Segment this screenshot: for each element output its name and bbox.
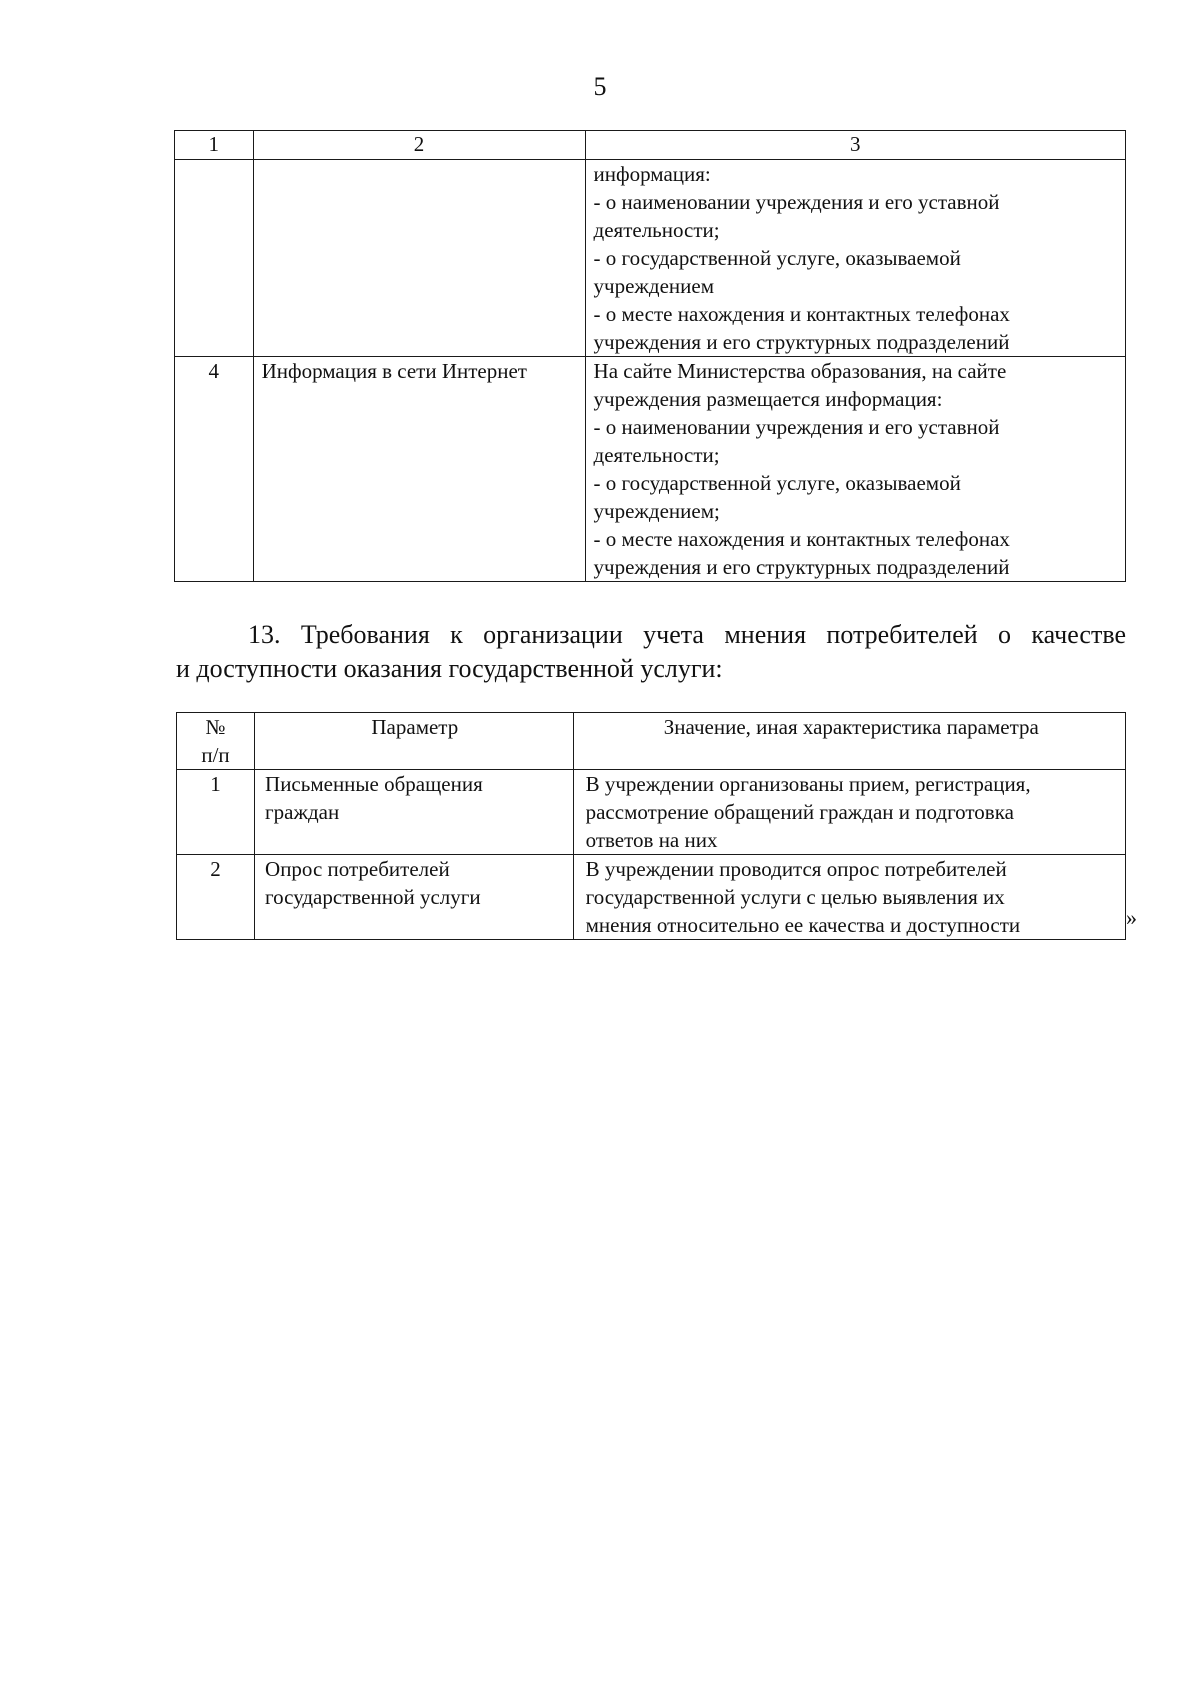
content-line: На сайте Министерства образования, на сайте: [593, 359, 1007, 383]
row-parameter: [255, 855, 574, 940]
header-number: [177, 713, 255, 770]
parameter-line: Опрос потребителей: [265, 857, 450, 881]
header-number-symbol: №: [205, 715, 226, 739]
page-number: 5: [593, 72, 607, 101]
content-line: - о наименовании учреждения и его уставной: [593, 415, 1000, 439]
row-parameter: [255, 770, 574, 855]
closing-quote-mark: »: [1126, 905, 1137, 930]
column-number-1: 1: [175, 131, 254, 160]
value-line: государственной услуги с целью выявления их: [585, 885, 1005, 909]
content-line: информация:: [593, 162, 711, 186]
row-number: [175, 160, 254, 357]
value-line: В учреждении организованы прием, регистрация,: [585, 772, 1031, 796]
content-line: деятельности;: [593, 443, 720, 467]
parameter-line: государственной услуги: [265, 885, 481, 909]
content-line: - о государственной услуге, оказываемой: [593, 246, 961, 270]
content-line: учреждения и его структурных подразделений: [593, 555, 1010, 579]
table-row: [177, 855, 1126, 940]
header-number-abbrev: п/п: [201, 743, 230, 767]
table-row: [177, 770, 1126, 855]
value-line: В учреждении проводится опрос потребителей: [585, 857, 1007, 881]
row-value: [573, 770, 1125, 855]
row-number: 1: [177, 770, 255, 855]
parameter-line: граждан: [265, 800, 340, 824]
row-content: [585, 357, 1125, 582]
content-line: - о государственной услуге, оказываемой: [593, 471, 961, 495]
content-line: учреждения и его структурных подразделений: [593, 330, 1010, 354]
header-value: Значение, иная характеристика параметра: [573, 713, 1125, 770]
table-row: [175, 357, 1126, 582]
row-method: [253, 160, 585, 357]
parameter-line: Письменные обращения: [265, 772, 483, 796]
table-header-row: [175, 131, 1126, 160]
row-number: 4: [175, 357, 254, 582]
column-number-2: 2: [253, 131, 585, 160]
requirements-table: [176, 712, 1126, 940]
table-row: [175, 160, 1126, 357]
content-line: учреждением: [593, 274, 715, 298]
content-line: учреждения размещается информация:: [593, 387, 943, 411]
row-number: 2: [177, 855, 255, 940]
column-number-3: 3: [585, 131, 1125, 160]
row-method: Информация в сети Интернет: [253, 357, 585, 582]
row-content: [585, 160, 1125, 357]
section-13-paragraph: [176, 618, 1126, 686]
section-13-line-2: и доступности оказания государственной услуги:: [176, 654, 723, 683]
content-line: - о месте нахождения и контактных телефонах: [593, 302, 1010, 326]
section-13-line-1: 13. Требования к организации учета мнения потребителей о качестве: [248, 620, 1126, 649]
value-line: ответов на них: [585, 828, 718, 852]
row-value: [573, 855, 1125, 940]
content-line: - о месте нахождения и контактных телефонах: [593, 527, 1010, 551]
continued-info-table: [174, 130, 1126, 582]
content-line: - о наименовании учреждения и его уставной: [593, 190, 1000, 214]
table-header-row: [177, 713, 1126, 770]
content-line: учреждением;: [593, 499, 720, 523]
content-line: деятельности;: [593, 218, 720, 242]
value-line: рассмотрение обращений граждан и подготовка: [585, 800, 1014, 824]
value-line: мнения относительно ее качества и доступности: [585, 913, 1021, 937]
header-parameter: Параметр: [255, 713, 574, 770]
